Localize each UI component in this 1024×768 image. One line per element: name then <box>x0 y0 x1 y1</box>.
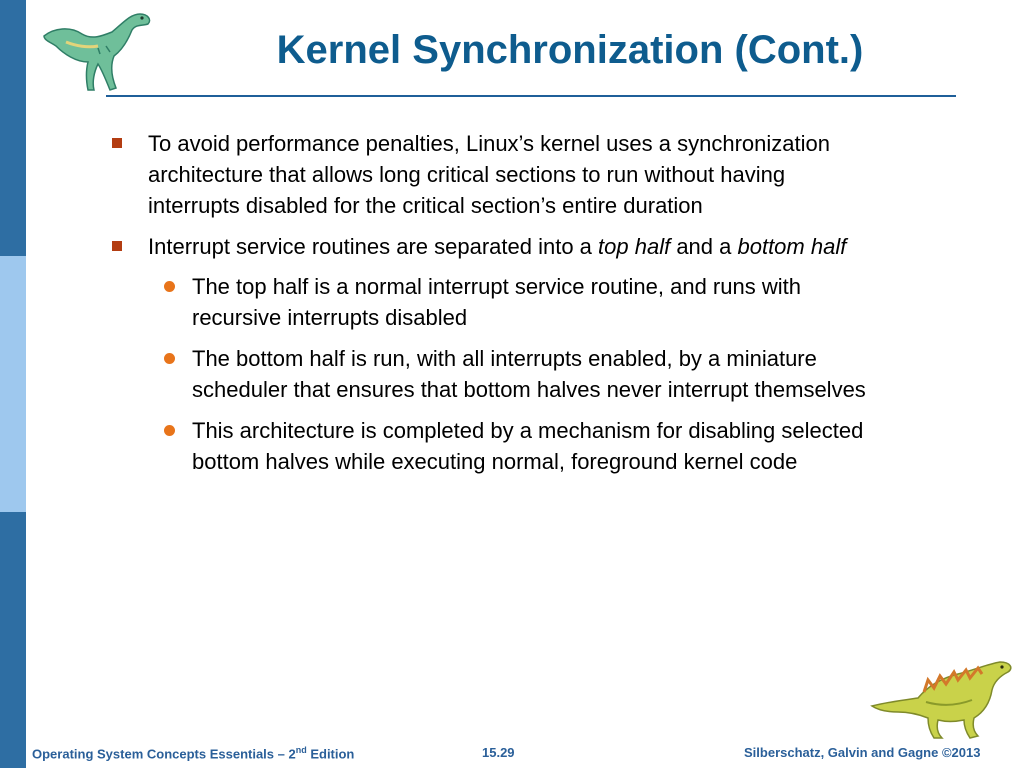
square-bullet-icon <box>112 138 122 148</box>
bullet-text-start: Interrupt service routines are separated into a <box>148 234 599 259</box>
round-bullet-icon <box>164 425 175 436</box>
round-bullet-icon <box>164 281 175 292</box>
side-bar-segment-top <box>0 0 26 256</box>
sub-bullet-item <box>108 343 878 405</box>
round-bullet-icon <box>164 353 175 364</box>
footer-book-title-text: Operating System Concepts Essentials – 2 <box>32 746 296 762</box>
footer-superscript: nd <box>295 745 307 755</box>
bullet-text-middle: and a <box>670 234 738 259</box>
side-color-bar <box>0 0 26 768</box>
sub-bullet-item <box>108 415 878 477</box>
italic-term-top-half: top half <box>598 234 671 259</box>
title-divider <box>106 95 956 97</box>
sub-bullet-text: The top half is a normal interrupt service routine, and runs with recursive interrupts disabled <box>192 274 801 330</box>
sub-bullet-text: The bottom half is run, with all interrupts enabled, by a miniature scheduler that ensures that bottom halves never interrupt themselves <box>192 346 866 402</box>
dinosaur-icon <box>868 658 1018 740</box>
bullet-item <box>108 231 878 477</box>
bullet-text: To avoid performance penalties, Linux’s kernel uses a synchronization architecture that allows long critical sections to run without having interrupts disabled for the critical section’s entire duration <box>148 131 830 218</box>
bullet-item <box>108 128 878 221</box>
footer-edition-text: Edition <box>306 746 355 762</box>
side-bar-segment-middle <box>0 256 26 512</box>
sub-bullet-item <box>108 271 878 333</box>
sub-bullet-text: This architecture is completed by a mechanism for disabling selected bottom halves while executing normal, foreground kernel code <box>192 418 864 474</box>
sub-bullet-list <box>108 271 878 477</box>
slide-title: Kernel Synchronization (Cont.) <box>276 28 864 72</box>
dinosaur-icon <box>36 6 156 96</box>
slide-body <box>108 128 878 487</box>
page-number: 15.29 <box>482 745 515 760</box>
side-bar-segment-bottom <box>0 512 26 768</box>
square-bullet-icon <box>112 241 122 251</box>
footer-authors: Silberschatz, Galvin and Gagne ©2013 <box>744 745 981 760</box>
italic-term-bottom-half: bottom half <box>737 234 847 259</box>
footer-book-title <box>32 745 354 761</box>
